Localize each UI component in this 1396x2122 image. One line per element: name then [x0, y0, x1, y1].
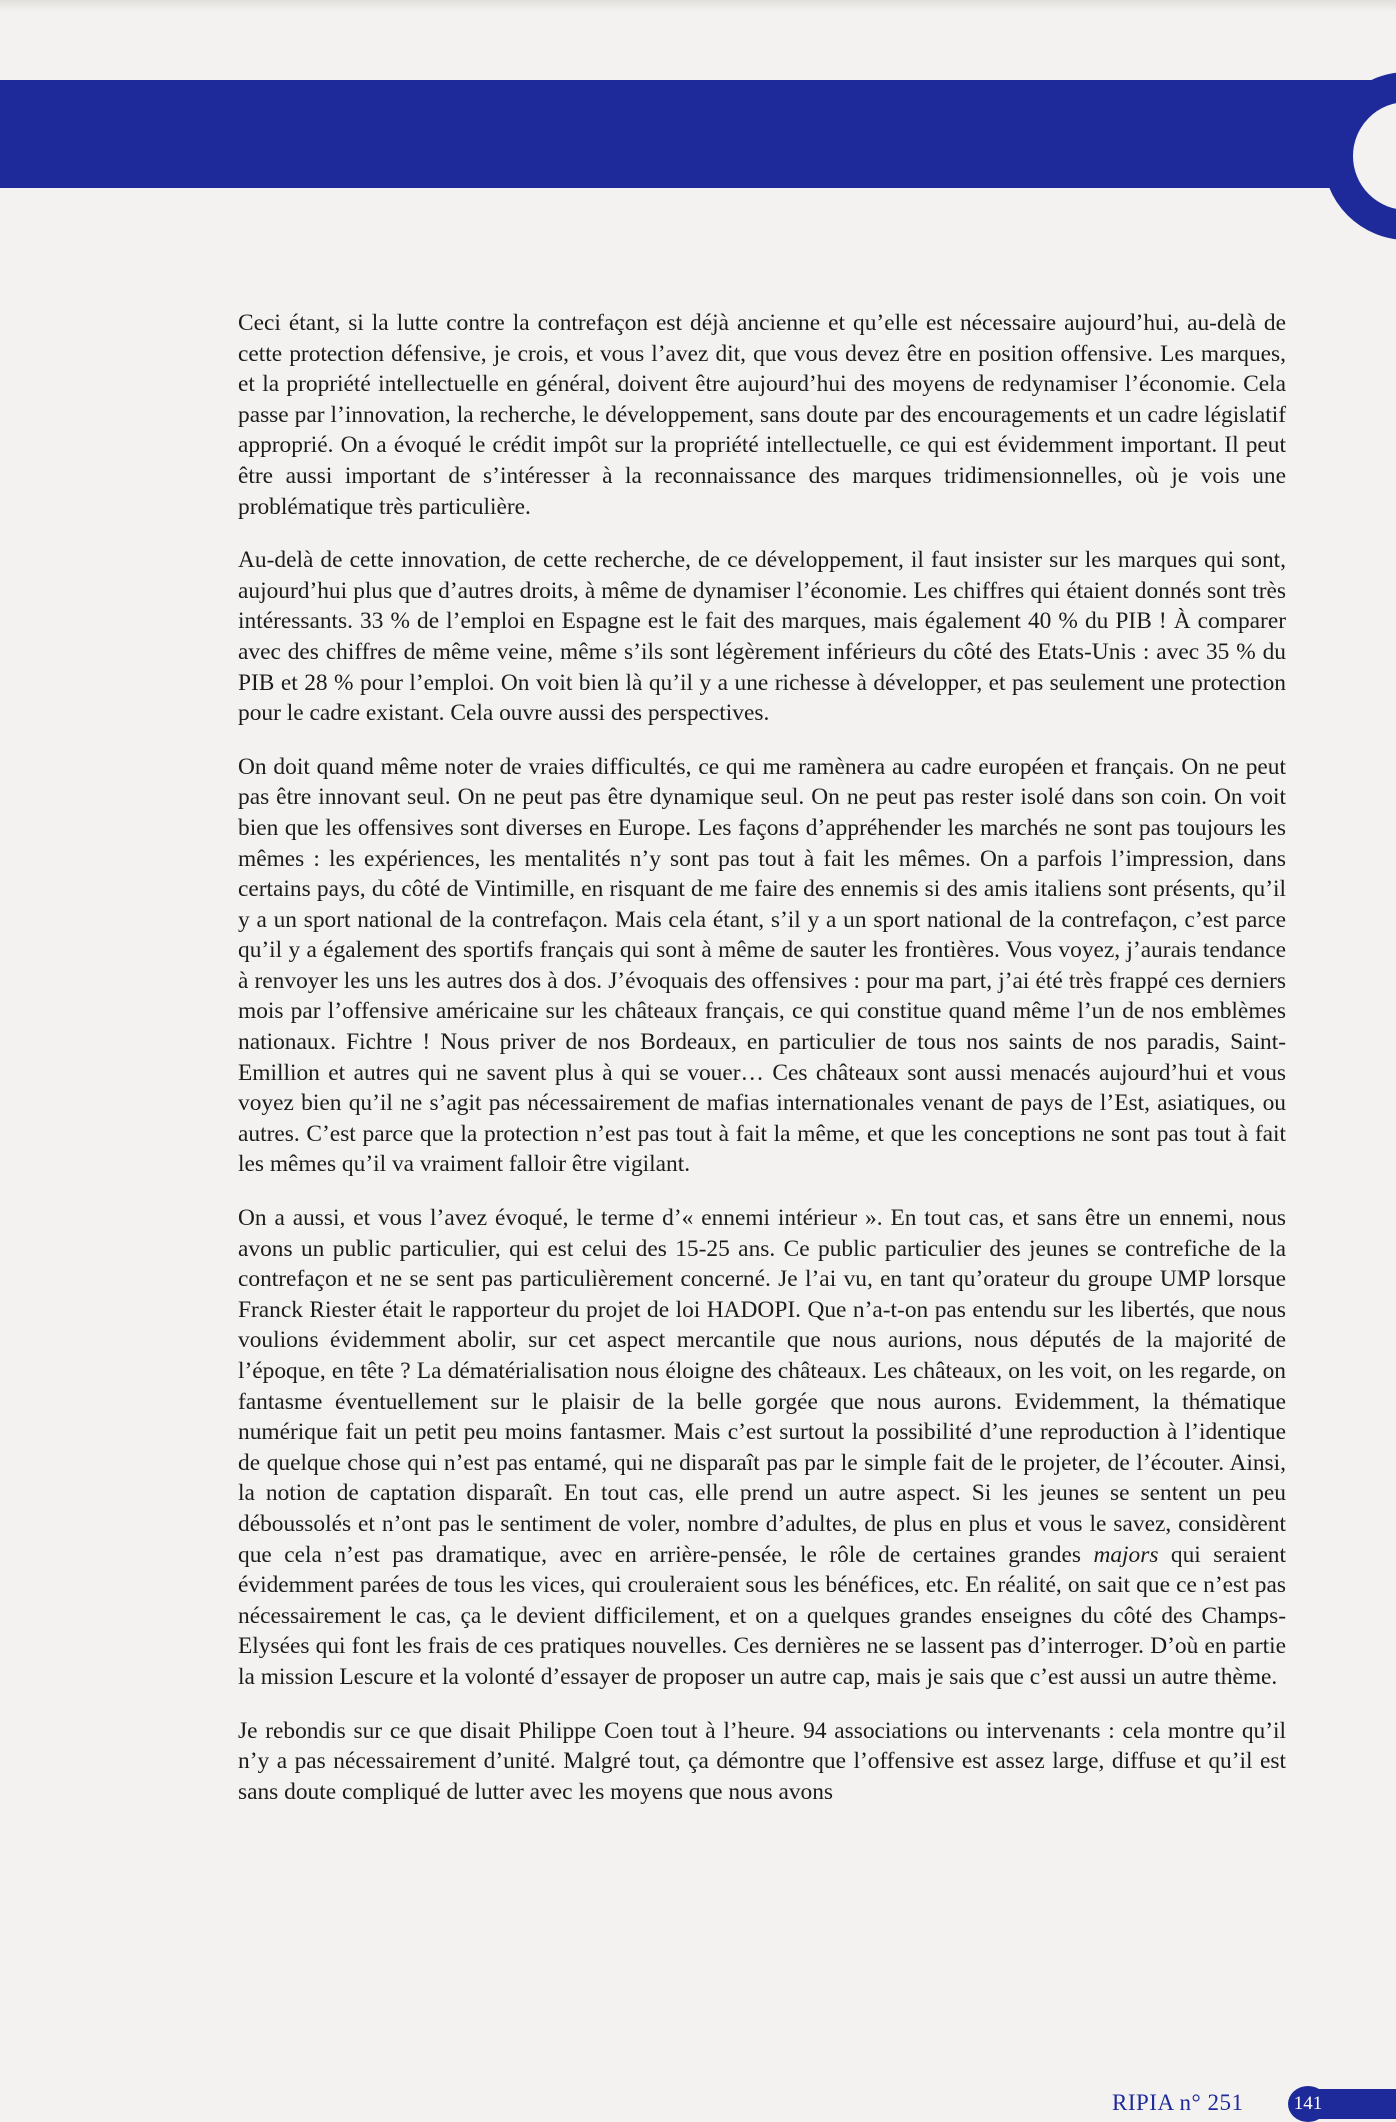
- header-band: [0, 80, 1396, 188]
- paragraph-4-emphasis: majors: [1093, 1541, 1159, 1568]
- paragraph-2: Au-delà de cette innovation, de cette recherche, de ce développement, il faut insister sur les marques qui sont, aujourd’hui plus que d’autres droits, à même de dynamiser l’économie. Les chiffres qui étaient donnés sont très intéressants. 33 % de l’emploi en Espagne est le fait des marques, mais également 40 % du PIB ! À comparer avec des chiffres de même veine, même s’ils sont légèrement inférieurs du côté des Etats-Unis : avec 35 % du PIB et 28 % pour l’emploi. On voit bien là qu’il y a une richesse à développer, et pas seulement une protection pour le cadre existant. Cela ouvre aussi des perspectives.: [238, 547, 1286, 727]
- paragraph-4-text-a: On a aussi, et vous l’avez évoqué, le terme d’« ennemi intérieur ». En tout cas, et sans être un ennemi, nous avons un public particulier, qui est celui des 15-25 ans. Ce public particulier des jeunes se contrefiche de la contrefaçon et ne se sent pas particulièrement concerné. Je l’ai vu, en tant qu’orateur du groupe UMP lorsque Franck Riester était le rapporteur du projet de loi HADOPI. Que n’a-t-on pas entendu sur les libertés, que nous voulions évidemment abolir, sur cet aspect mercantile que nous aurions, nous députés de la majorité de l’époque, en tête ? La dématérialisation nous éloigne des châteaux. Les châteaux, on les voit, on les regarde, on fantasme éventuellement sur le plaisir de la belle gorgée que nous aurons. Evidemment, la thématique numérique fait un petit peu moins fantasmer. Mais c’est surtout la possibilité d’une reproduction à l’identique de quelque chose qui n’est pas entamé, qui ne disparaît pas par le simple fait de le projeter, de l’écouter. Ainsi, la notion de captation disparaît. En tout cas, elle prend un autre aspect. Si les jeunes se sentent un peu déboussolés et n’ont pas le sentiment de voler, nombre d’adultes, de plus en plus et vous le savez, considèrent que cela n’est pas dramatique, avec en arrière-pensée, le rôle de certaines grandes: [238, 1205, 1286, 1568]
- paragraph-4: [238, 1203, 1286, 1693]
- paragraph-5: Je rebondis sur ce que disait Philippe Coen tout à l’heure. 94 associations ou intervenants : cela montre qu’il n’y a pas nécessairement d’unité. Malgré tout, ça démontre que l’offensive est assez large, diffuse et qu’il est sans doute compliqué de lutter avec les moyens que nous avons: [238, 1717, 1286, 1805]
- paragraph-4-text-b: qui seraient évidemment parées de tous les vices, qui crouleraient sous les bénéfices, etc. En réalité, on sait que ce n’est pas nécessairement le cas, ça le devient difficilement, et on a quelques grandes enseignes du côté des Champs-Elysées qui font les frais de ces pratiques nouvelles. Ces dernières ne se lassent pas d’interroger. D’où en partie la mission Lescure et la volonté d’essayer de proposer un autre cap, mais je sais que c’est aussi un autre thème.: [238, 1541, 1286, 1690]
- page-number-badge: 141: [1288, 2086, 1328, 2122]
- article-body: [238, 308, 1286, 1830]
- paragraph-1: Ceci étant, si la lutte contre la contrefaçon est déjà ancienne et qu’elle est nécessaire aujourd’hui, au-delà de cette protection défensive, je crois, et vous l’avez dit, que vous devez être en position offensive. Les marques, et la propriété intellectuelle en général, doivent être aujourd’hui des moyens de redynamiser l’économie. Cela passe par l’innovation, la recherche, le développement, sans doute par des encouragements et un cadre législatif approprié. On a évoqué le crédit impôt sur la propriété intellectuelle, ce qui est évidemment important. Il peut être aussi important de s’intéresser à la reconnaissance des marques tridimensionnelles, où je vois une problématique très particulière.: [238, 310, 1286, 520]
- paragraph-3: On doit quand même noter de vraies difficultés, ce qui me ramènera au cadre européen et français. On ne peut pas être innovant seul. On ne peut pas être dynamique seul. On ne peut pas rester isolé dans son coin. On voit bien que les offensives sont diverses en Europe. Les façons d’appréhender les marchés ne sont pas toujours les mêmes : les expériences, les mentalités n’y sont pas tout à fait les mêmes. On a parfois l’impression, dans certains pays, du côté de Vintimille, en risquant de me faire des ennemis si des amis italiens sont présents, qu’il y a un sport national de la contrefaçon. Mais cela étant, s’il y a un sport national de la contrefaçon, c’est parce qu’il y a également des sportifs français qui sont à même de sauter les frontières. Vous voyez, j’aurais tendance à renvoyer les uns les autres dos à dos. J’évoquais des offensives : pour ma part, j’ai été très frappé ces derniers mois par l’offensive américaine sur les châteaux français, ce qui constitue quand même l’un de nos emblèmes nationaux. Fichtre ! Nous priver de nos Bordeaux, en particulier de tous nos saints de nos paradis, Saint-Emillion et autres qui ne savent plus à qui se vouer… Ces châteaux sont aussi menacés aujourd’hui et vous voyez bien qu’il ne s’agit pas nécessairement de mafias internationales venant de pays de l’Est, asiatiques, ou autres. C’est parce que la protection n’est pas tout à fait la même, et que les conceptions ne sont pas tout à fait les mêmes qu’il va vraiment falloir être vigilant.: [238, 753, 1286, 1178]
- footer-publication: RIPIA n° 251: [1112, 2090, 1244, 2115]
- page-top-edge: [0, 0, 1396, 12]
